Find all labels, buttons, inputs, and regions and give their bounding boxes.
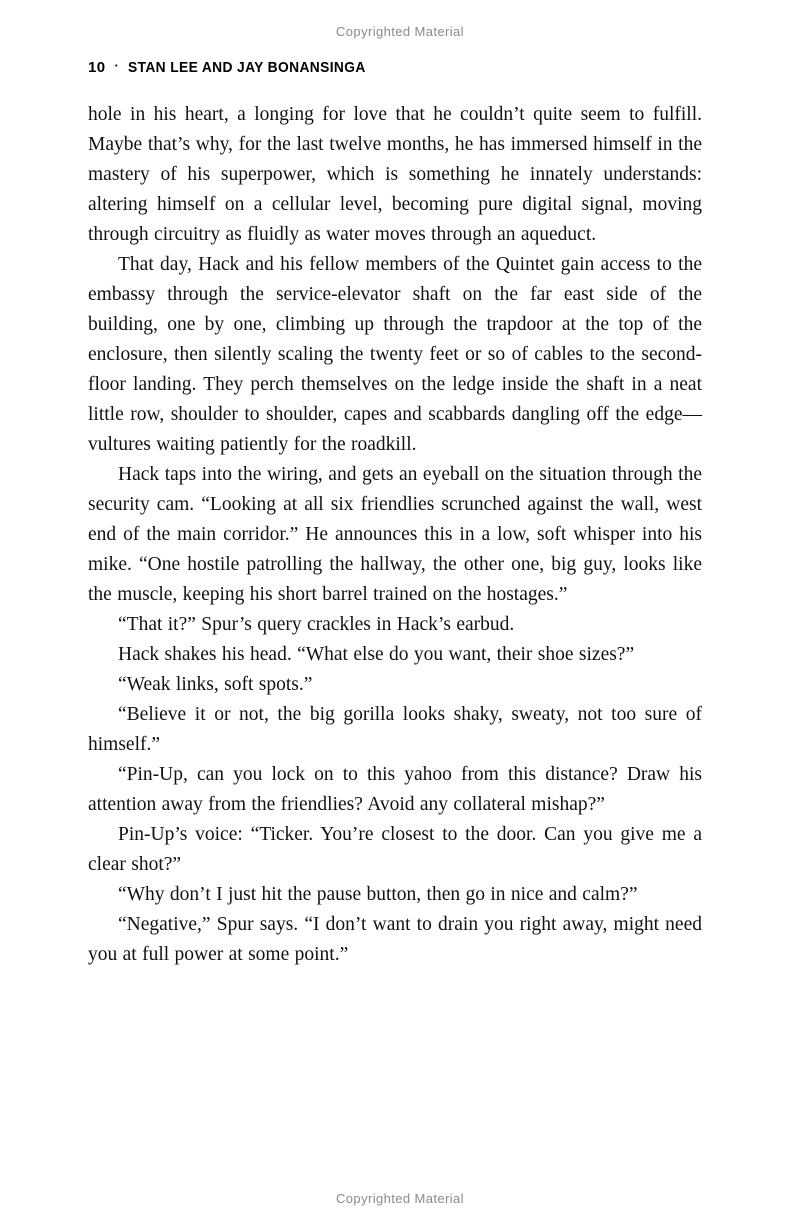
running-title: STAN LEE AND JAY BONANSINGA xyxy=(128,59,366,76)
paragraph: Hack shakes his head. “What else do you want, their shoe sizes?” xyxy=(118,644,635,665)
paragraph: “Believe it or not, the big gorilla looks shaky, sweaty, not too sure of himself.” xyxy=(88,704,702,755)
paragraph: “That it?” Spur’s query crackles in Hack’s earbud. xyxy=(118,614,515,635)
page-number: 10 xyxy=(88,59,106,76)
paragraph: Hack taps into the wiring, and gets an eyeball on the situation through the security cam. “Looking at all six friendlies scrunched against the wall, west end of the main corridor.” He announces this in a low, soft whisper into his mike. “One hostile patrolling the hallway, the other one, big guy, looks like the muscle, keeping his short barrel trained on the hostages.” xyxy=(88,464,702,605)
copyright-notice-top: Copyrighted Material xyxy=(336,24,464,39)
header-separator-dot: · xyxy=(114,58,120,73)
paragraph: That day, Hack and his fellow members of the Quintet gain access to the embassy through the service-elevator shaft on the far east side of the building, one by one, climbing up through the trapdoor at the top of the enclosure, then silently scaling the twenty feet or so of cables to the second-floor landing. They perch themselves on the ledge inside the shaft in a neat little row, shoulder to shoulder, capes and scabbards dangling off the edge—vultures waiting patiently for the roadkill. xyxy=(88,254,702,455)
paragraph: “Why don’t I just hit the pause button, then go in nice and calm?” xyxy=(118,884,638,905)
body-text xyxy=(88,100,702,970)
paragraph: “Pin-Up, can you lock on to this yahoo from this distance? Draw his attention away from the friendlies? Avoid any collateral mishap?” xyxy=(88,764,702,815)
paragraph: “Weak links, soft spots.” xyxy=(118,674,313,695)
copyright-notice-bottom: Copyrighted Material xyxy=(336,1191,464,1206)
running-header xyxy=(88,59,702,76)
paragraph: Pin-Up’s voice: “Ticker. You’re closest to the door. Can you give me a clear shot?” xyxy=(88,824,702,875)
paragraph: “Negative,” Spur says. “I don’t want to drain you right away, might need you at full power at some point.” xyxy=(88,914,702,965)
paragraph: hole in his heart, a longing for love that he couldn’t quite seem to fulfill. Maybe that’s why, for the last twelve months, he has immersed himself in the mastery of his superpower, which is something he innately understands: altering himself on a cellular level, becoming pure digital signal, moving through circuitry as fluidly as water moves through an aqueduct. xyxy=(88,104,702,245)
